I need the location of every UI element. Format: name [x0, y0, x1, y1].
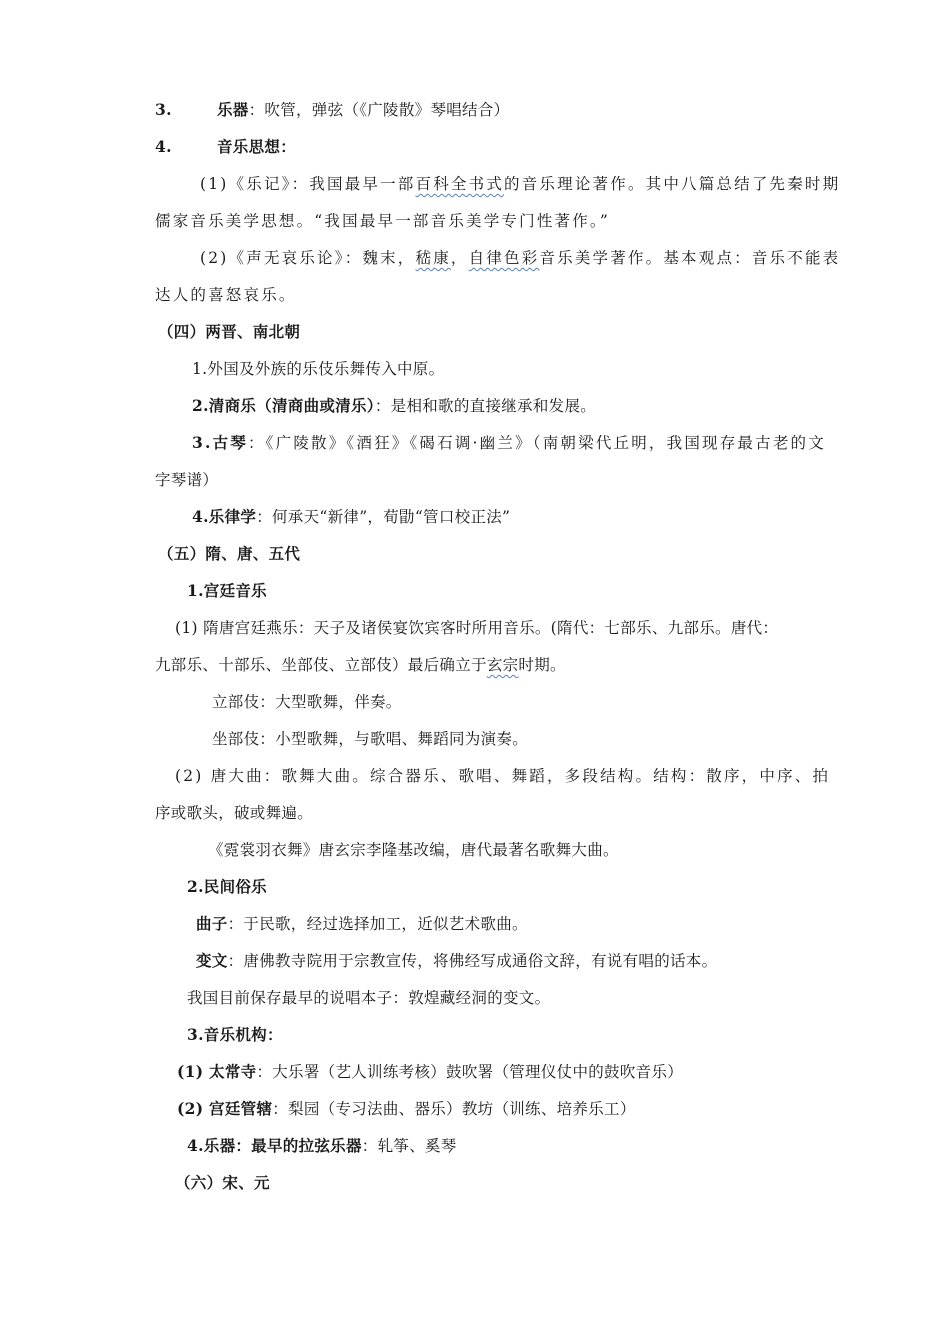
tang-subheading-1: 1.宫廷音乐 [187, 581, 267, 600]
yueji-paragraph-line-1: (1)《乐记》：我国最早一部百科全书式的音乐理论著作。其中八篇总结了先秦时期 [200, 175, 841, 193]
section-heading-6: （六）宋、元 [175, 1173, 270, 1192]
jin-item-3-line-2: 字琴谱） [155, 471, 219, 489]
yanyue-paragraph-line-2: 九部乐、十部乐、坐部伎、立部伎）最后确立于玄宗时期。 [155, 656, 566, 674]
daqu-paragraph-line-2: 序或歌头，破或舞遍。 [155, 804, 314, 822]
yueji-paragraph-line-2: 儒家音乐美学思想。“我国最早一部音乐美学专门性著作。” [155, 212, 610, 230]
item-4-music-thought: 4. 音乐思想： [155, 137, 297, 156]
shengwu-paragraph-line-2: 达人的喜怒哀乐。 [155, 286, 297, 304]
shengwu-paragraph-line-1: (2)《声无哀乐论》：魏末，嵇康，自律色彩音乐美学著作。基本观点：音乐不能表 [200, 249, 841, 267]
tang-subheading-3: 3.音乐机构： [187, 1025, 283, 1044]
gongting-line: (2) 宫廷管辖：梨园（专习法曲、器乐）教坊（训练、培养乐工） [177, 1099, 636, 1118]
nishang-line: 《霓裳羽衣舞》唐玄宗李隆基改编，唐代最著名歌舞大曲。 [208, 841, 619, 859]
jin-item-4: 4.乐律学：何承天“新律”，荀勖“管口校正法” [192, 507, 511, 526]
jin-item-2: 2.清商乐（清商曲或清乐）：是相和歌的直接继承和发展。 [192, 396, 597, 415]
quzi-line: 曲子：于民歌，经过选择加工，近似艺术歌曲。 [196, 914, 528, 933]
dunhuang-line: 我国目前保存最早的说唱本子：敦煌藏经洞的变文。 [187, 989, 551, 1007]
jin-item-1: 1.外国及外族的乐伎乐舞传入中原。 [192, 360, 445, 378]
item-3-instruments: 3. 乐器：吹管，弹弦（《广陵散》琴唱结合） [155, 100, 510, 119]
tang-subheading-2: 2.民间俗乐 [187, 877, 267, 896]
yanyue-paragraph-line-1: (1) 隋唐宫廷燕乐：天子及诸侯宴饮宾客时所用音乐。(隋代：七部乐、九部乐。唐代： [175, 619, 779, 637]
section-heading-5: （五）隋、唐、五代 [158, 544, 301, 563]
bianwen-line: 变文：唐佛教寺院用于宗教宣传，将佛经写成通俗文辞，有说有唱的话本。 [196, 951, 718, 970]
daqu-paragraph-line-1: (2) 唐大曲：歌舞大曲。综合器乐、歌唱、舞蹈，多段结构。结构：散序，中序、拍 [175, 767, 831, 785]
section-heading-4: （四）两晋、南北朝 [158, 322, 301, 341]
libuji-line: 立部伎：大型歌舞，伴奏。 [212, 693, 402, 711]
taichangsi-line: (1) 太常寺：大乐署（艺人训练考核）鼓吹署（管理仪仗中的鼓吹音乐） [177, 1062, 684, 1081]
jin-item-3-line-1: 3.古琴：《广陵散》《酒狂》《碣石调·幽兰》（南朝梁代丘明，我国现存最古老的文 [192, 433, 826, 452]
zuobuji-line: 坐部伎：小型歌舞，与歌唱、舞蹈同为演奏。 [212, 730, 529, 748]
tang-subheading-4: 4.乐器：最早的拉弦乐器：轧筝、奚琴 [187, 1136, 457, 1155]
